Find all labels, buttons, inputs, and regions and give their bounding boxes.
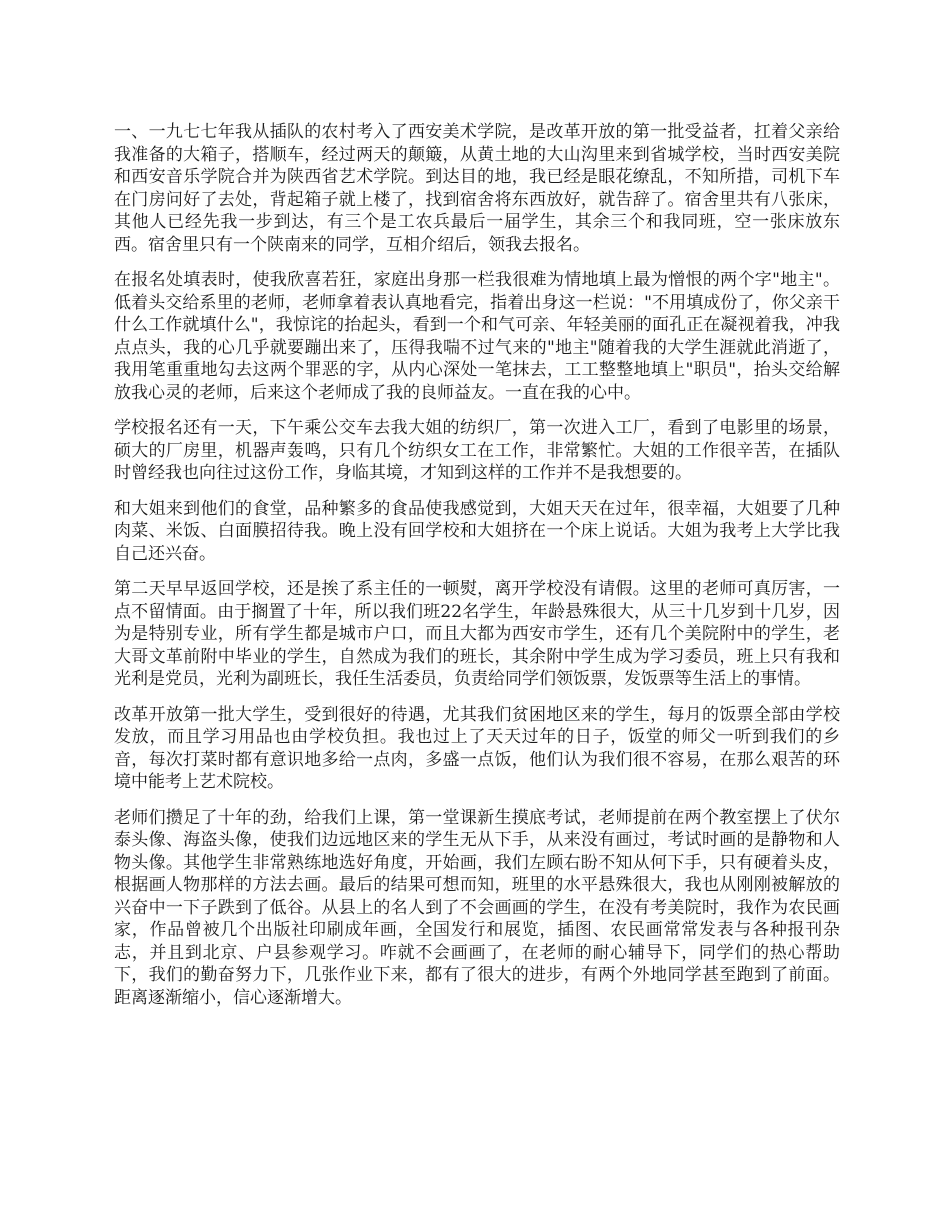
- paragraph-4: 和大姐来到他们的食堂，品种繁多的食品使我感觉到，大姐天天在过年，很幸福，大姐要了几种肉菜、米饭、白面膜招待我。晚上没有回学校和大姐挤在一个床上说话。大姐为我考上大学比我自己还兴奋。: [114, 498, 840, 564]
- document-page: [114, 121, 840, 1022]
- paragraph-7: 老师们攒足了十年的劲，给我们上课，第一堂课新生摸底考试，老师提前在两个教室摆上了伏尔泰头像、海盗头像，使我们边远地区来的学生无从下手，从来没有画过，考试时画的是静物和人物头像。其他学生非常熟练地选好角度，开始画，我们左顾右盼不知从何下手，只有硬着头皮，根据画人物那样的方法去画。最后的结果可想而知，班里的水平悬殊很大，我也从刚刚被解放的兴奋中一下子跌到了低谷。从县上的名人到了不会画画的学生，在没有考美院时，我作为农民画家，作品曾被几个出版社印刷成年画，全国发行和展览，插图、农民画常常发表与各种报刊杂志，并且到北京、户县参观学习。咋就不会画画了，在老师的耐心辅导下，同学们的热心帮助下，我们的勤奋努力下，几张作业下来，都有了很大的进步，有两个外地同学甚至跑到了前面。距离逐渐缩小，信心逐渐增大。: [114, 807, 840, 1008]
- paragraph-1: 一、一九七七年我从插队的农村考入了西安美术学院，是改革开放的第一批受益者，扛着父亲给我准备的大箱子，搭顺车，经过两天的颠簸，从黄土地的大山沟里来到省城学校，当时西安美院和西安音乐学院合并为陕西省艺术学院。到达目的地，我已经是眼花缭乱，不知所措，司机下车在门房问好了去处，背起箱子就上楼了，找到宿舍将东西放好，就告辞了。宿舍里共有八张床，其他人已经先我一步到达，有三个是工农兵最后一届学生，其余三个和我同班，空一张床放东西。宿舍里只有一个陕南来的同学，互相介绍后，领我去报名。: [114, 122, 840, 255]
- paragraph-2: 在报名处填表时，使我欣喜若狂，家庭出身那一栏我很难为情地填上最为憎恨的两个字"地主"。低着头交给系里的老师，老师拿着表认真地看完，指着出身这一栏说："不用填成份了，你父亲干什么工作就填什么"，我惊诧的抬起头，看到一个和气可亲、年轻美丽的面孔正在凝视着我，冲我点点头，我的心几乎就要蹦出来了，压得我喘不过气来的"地主"随着我的大学生涯就此消逝了，我用笔重重地勾去这两个罪恶的字，从内心深处一笔抹去，工工整整地填上"职员"，抬头交给解放我心灵的老师，后来这个老师成了我的良师益友。一直在我的心中。: [114, 270, 840, 403]
- paragraph-3: 学校报名还有一天，下午乘公交车去我大姐的纺织厂，第一次进入工厂，看到了电影里的场景，硕大的厂房里，机器声轰鸣，只有几个纺织女工在工作，非常繁忙。大姐的工作很辛苦，在插队时曾经我也向往过这份工作，身临其境，才知到这样的工作并不是我想要的。: [114, 418, 840, 483]
- paragraph-5: 第二天早早返回学校，还是挨了系主任的一顿熨，离开学校没有请假。这里的老师可真厉害，一点不留情面。由于搁置了十年，所以我们班22名学生，年龄悬殊很大，从三十几岁到十几岁，因为是特别专业，所有学生都是城市户口，而且大都为西安市学生，还有几个美院附中的学生，老大哥文革前附中毕业的学生，自然成为我们的班长，其余附中学生成为学习委员，班上只有我和光利是党员，光利为副班长，我任生活委员，负责给同学们领饭票，发饭票等生活上的事情。: [114, 579, 840, 689]
- paragraph-6: 改革开放第一批大学生，受到很好的待遇，尤其我们贫困地区来的学生，每月的饭票全部由学校发放，而且学习用品也由学校负担。我也过上了天天过年的日子，饭堂的师父一听到我们的乡音，每次打菜时都有意识地多给一点肉，多盛一点饭，他们认为我们很不容易，在那么艰苦的环境中能考上艺术院校。: [114, 704, 840, 792]
